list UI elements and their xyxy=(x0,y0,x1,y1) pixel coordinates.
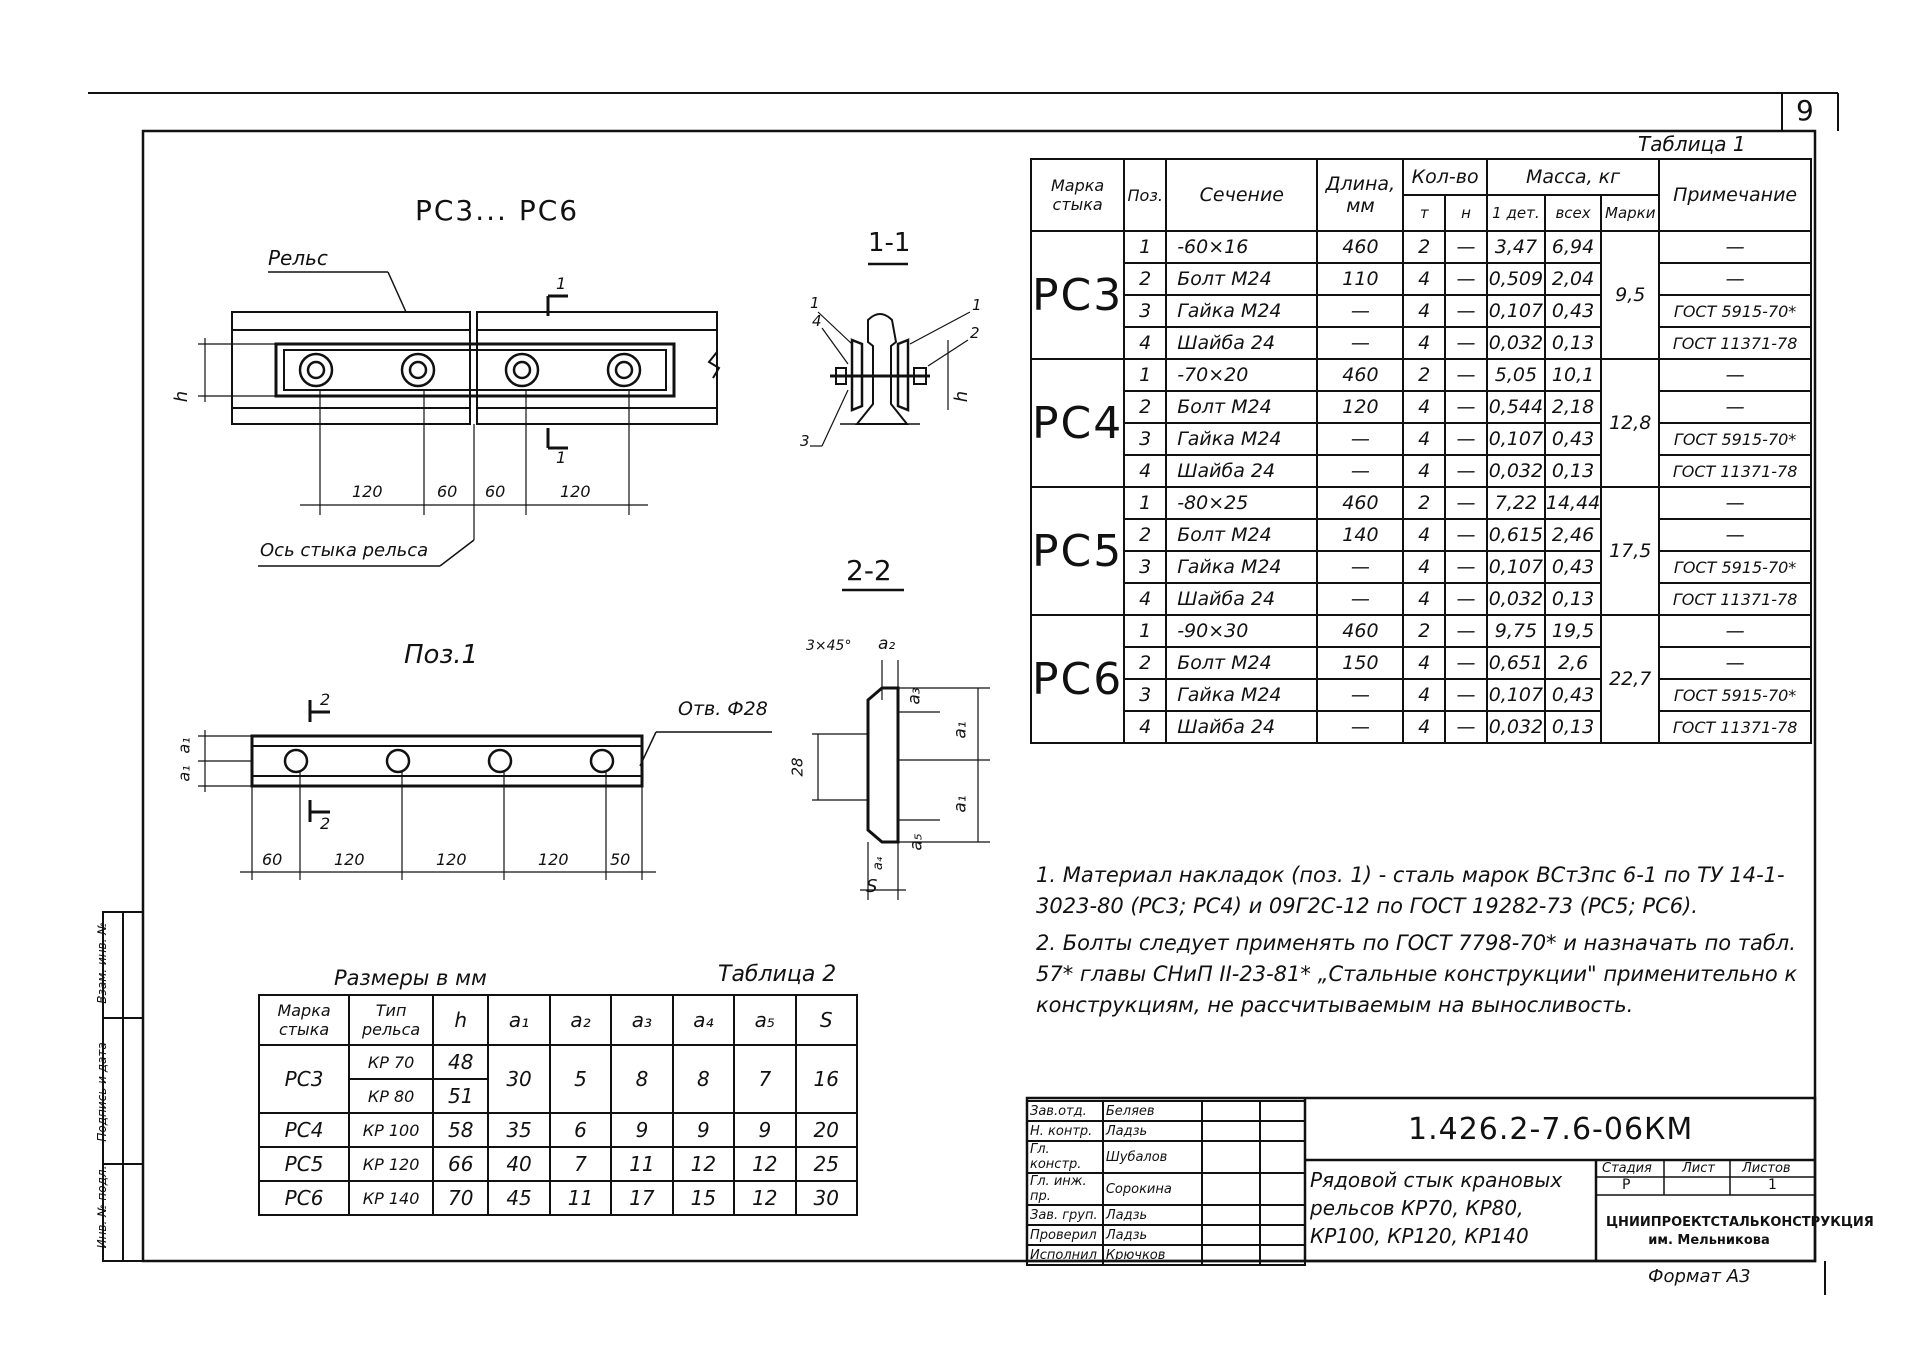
signer-role: Зав.отд. xyxy=(1027,1101,1103,1121)
cell: -70×20 xyxy=(1166,359,1317,391)
cell: 12 xyxy=(734,1181,795,1215)
s-dim-label: S xyxy=(866,876,878,897)
cell: 0,032 xyxy=(1487,711,1545,743)
cell: Болт М24 xyxy=(1166,391,1317,423)
strip-podpis: Подпись и дата xyxy=(95,1042,109,1142)
cell: ГОСТ 5915-70* xyxy=(1659,551,1811,583)
note-1: 1. Материал накладок (поз. 1) - сталь марок ВСт3пс 6-1 по ТУ 14-1-3023-80 (РС3; РС4) и 09Г2С-12 по ГОСТ 19282-73 (РС5; РС6). xyxy=(1036,863,1785,918)
cell: 0,032 xyxy=(1487,455,1545,487)
date xyxy=(1260,1205,1305,1225)
sheet-label: Лист xyxy=(1682,1161,1715,1176)
cell: Гайка М24 xyxy=(1166,551,1317,583)
cell: 0,107 xyxy=(1487,423,1545,455)
cell: КР 140 xyxy=(349,1181,433,1215)
stage-value: Р xyxy=(1622,1177,1631,1193)
cell: 3 xyxy=(1124,679,1166,711)
cell: Шайба 24 xyxy=(1166,583,1317,615)
cell: Шайба 24 xyxy=(1166,327,1317,359)
cell: 2 xyxy=(1124,263,1166,295)
section-1-1-drawing xyxy=(810,264,973,446)
format-label: Формат А3 xyxy=(1648,1266,1751,1287)
cell: 4 xyxy=(1403,455,1445,487)
cell: — xyxy=(1659,263,1811,295)
cell: 0,107 xyxy=(1487,295,1545,327)
a-label: a₁ xyxy=(950,721,971,739)
cell: -60×16 xyxy=(1166,231,1317,263)
cell: — xyxy=(1659,359,1811,391)
cell: 0,43 xyxy=(1545,551,1601,583)
cell: КР 120 xyxy=(349,1147,433,1181)
th-mass: Масса, кг xyxy=(1487,159,1659,195)
signer-name: Ладзь xyxy=(1103,1121,1202,1141)
cell: 5,05 xyxy=(1487,359,1545,391)
th: Тип рельса xyxy=(349,995,433,1045)
cell: — xyxy=(1445,679,1487,711)
cell: 4 xyxy=(1403,263,1445,295)
cell: 460 xyxy=(1317,231,1403,263)
note-2: 2. Болты следует применять по ГОСТ 7798-70* и назначать по табл. 57* главы СНиП II-23-81* „Стальные конструкции" применительно к конструкциям, не рассчитываемым на выносливость. xyxy=(1036,931,1798,1017)
a-label: a₂ xyxy=(878,634,896,654)
signer-role: Проверил xyxy=(1027,1225,1103,1245)
date xyxy=(1260,1173,1305,1205)
pos1-plate-drawing xyxy=(198,700,772,880)
cell: — xyxy=(1317,423,1403,455)
cell: 0,544 xyxy=(1487,391,1545,423)
cell: 4 xyxy=(1403,583,1445,615)
strip-vzam: Взам. инв. № xyxy=(95,922,109,1004)
dim-28: 28 xyxy=(788,757,807,777)
cell: 4 xyxy=(1403,391,1445,423)
cut-mark-2-top: 2 xyxy=(320,690,331,709)
cell: 2 xyxy=(1403,231,1445,263)
cell: 4 xyxy=(1403,679,1445,711)
cell: 1 xyxy=(1124,231,1166,263)
th: a₄ xyxy=(673,995,734,1045)
cell: 20 xyxy=(796,1113,857,1147)
mark-cell: РС3 xyxy=(1031,231,1124,359)
pos1-title: Поз.1 xyxy=(404,640,479,670)
cell: 0,43 xyxy=(1545,679,1601,711)
cell: Гайка М24 xyxy=(1166,679,1317,711)
cell: ГОСТ 5915-70* xyxy=(1659,423,1811,455)
cell: 0,43 xyxy=(1545,423,1601,455)
cell: -80×25 xyxy=(1166,487,1317,519)
cell: 0,509 xyxy=(1487,263,1545,295)
cell: 14,44 xyxy=(1545,487,1601,519)
cell: РС4 xyxy=(259,1113,349,1147)
cell: Болт М24 xyxy=(1166,519,1317,551)
cell: 140 xyxy=(1317,519,1403,551)
cell: 460 xyxy=(1317,615,1403,647)
signature xyxy=(1202,1205,1260,1225)
cell: 0,107 xyxy=(1487,551,1545,583)
a-label: a₁ xyxy=(950,795,971,813)
cell: 0,651 xyxy=(1487,647,1545,679)
cell: — xyxy=(1317,679,1403,711)
th-mass-all: всех xyxy=(1545,195,1601,231)
cell: 7,22 xyxy=(1487,487,1545,519)
dim-value: 60 xyxy=(485,482,506,501)
signer-name: Ладзь xyxy=(1103,1205,1202,1225)
table1-caption: Таблица 1 xyxy=(1638,132,1746,156)
cell: — xyxy=(1317,583,1403,615)
hole-label: Отв. Ф28 xyxy=(678,698,768,720)
dim-value: 120 xyxy=(334,850,365,869)
mass-mark-cell: 22,7 xyxy=(1601,615,1659,743)
cell: 1 xyxy=(1124,359,1166,391)
cell: — xyxy=(1445,359,1487,391)
cell: РС6 xyxy=(259,1181,349,1215)
section-2-2-drawing xyxy=(812,590,990,900)
cell: 0,13 xyxy=(1545,711,1601,743)
a-label: a₁ xyxy=(174,765,194,782)
cell: — xyxy=(1317,295,1403,327)
cell: — xyxy=(1445,263,1487,295)
cell: 0,43 xyxy=(1545,295,1601,327)
chamfer-label: 3×45° xyxy=(806,638,852,654)
th-section: Сечение xyxy=(1166,159,1317,231)
cell: 4 xyxy=(1403,551,1445,583)
cell: 0,13 xyxy=(1545,327,1601,359)
cell: 2 xyxy=(1403,487,1445,519)
mark-cell: РС6 xyxy=(1031,615,1124,743)
signature xyxy=(1202,1245,1260,1265)
signature-table xyxy=(1026,1100,1306,1266)
dim-value: 60 xyxy=(437,482,458,501)
cell: 4 xyxy=(1124,583,1166,615)
cell: — xyxy=(1445,391,1487,423)
cell: ГОСТ 11371-78 xyxy=(1659,327,1811,359)
drawing-code: 1.426.2-7.6-06КМ xyxy=(1408,1112,1694,1147)
a-label: a₃ xyxy=(904,687,925,705)
dim-value: 120 xyxy=(436,850,467,869)
cell: — xyxy=(1445,551,1487,583)
cell: 4 xyxy=(1403,711,1445,743)
h-dim-label-1-1: h xyxy=(951,390,973,403)
cell: 5 xyxy=(550,1045,611,1113)
dim-value: 120 xyxy=(538,850,569,869)
cell: 3 xyxy=(1124,295,1166,327)
drawing-title: РС3... РС6 xyxy=(415,194,580,227)
cell: Болт М24 xyxy=(1166,647,1317,679)
signer-name: Беляев xyxy=(1103,1101,1202,1121)
cell: — xyxy=(1317,455,1403,487)
cell: 9 xyxy=(734,1113,795,1147)
cell: 0,032 xyxy=(1487,583,1545,615)
signer-role: Гл. инж. пр. xyxy=(1027,1173,1103,1205)
cell: 0,615 xyxy=(1487,519,1545,551)
cell: 16 xyxy=(796,1045,857,1113)
cell: 11 xyxy=(550,1181,611,1215)
cell: 4 xyxy=(1403,423,1445,455)
cell: 4 xyxy=(1403,295,1445,327)
cell: — xyxy=(1659,391,1811,423)
th: h xyxy=(433,995,488,1045)
cell: 9,75 xyxy=(1487,615,1545,647)
organization: ЦНИИПРОЕКТСТАЛЬКОНСТРУКЦИЯ им. Мельникова xyxy=(1606,1215,1874,1248)
cell: 120 xyxy=(1317,391,1403,423)
signer-name: Сорокина xyxy=(1103,1173,1202,1205)
cell: 40 xyxy=(488,1147,549,1181)
cell: 12 xyxy=(734,1147,795,1181)
cell: 19,5 xyxy=(1545,615,1601,647)
cell: 8 xyxy=(611,1045,672,1113)
cell: — xyxy=(1659,487,1811,519)
cell: — xyxy=(1317,327,1403,359)
cell: 58 xyxy=(433,1113,488,1147)
page-number: 9 xyxy=(1796,94,1814,127)
cell: — xyxy=(1445,295,1487,327)
dim-value: 120 xyxy=(560,482,591,501)
cell: 3 xyxy=(1124,551,1166,583)
cell: — xyxy=(1445,327,1487,359)
stage-label: Стадия xyxy=(1602,1161,1652,1176)
rail-joint-plan xyxy=(198,272,719,566)
cell: 51 xyxy=(433,1079,488,1113)
cell: Болт М24 xyxy=(1166,263,1317,295)
th: a₃ xyxy=(611,995,672,1045)
cell: 25 xyxy=(796,1147,857,1181)
cell: 4 xyxy=(1403,327,1445,359)
cell: -90×30 xyxy=(1166,615,1317,647)
signer-role: Зав. груп. xyxy=(1027,1205,1103,1225)
cell: 45 xyxy=(488,1181,549,1215)
table2 xyxy=(258,994,858,1216)
th-mass-det: 1 дет. xyxy=(1487,195,1545,231)
th: a₁ xyxy=(488,995,549,1045)
sheets-label: Листов xyxy=(1742,1161,1791,1176)
signer-role: Гл. констр. xyxy=(1027,1141,1103,1173)
date xyxy=(1260,1225,1305,1245)
cell: — xyxy=(1445,647,1487,679)
cell: 7 xyxy=(734,1045,795,1113)
cell: Гайка М24 xyxy=(1166,295,1317,327)
th-length: Длина, мм xyxy=(1317,159,1403,231)
cell: Гайка М24 xyxy=(1166,423,1317,455)
cell: 4 xyxy=(1124,327,1166,359)
mass-mark-cell: 9,5 xyxy=(1601,231,1659,359)
cell: 4 xyxy=(1124,455,1166,487)
mass-mark-cell: 17,5 xyxy=(1601,487,1659,615)
cell: 1 xyxy=(1124,615,1166,647)
cell: 10,1 xyxy=(1545,359,1601,391)
cell: 4 xyxy=(1124,711,1166,743)
signature xyxy=(1202,1141,1260,1173)
cell: 0,107 xyxy=(1487,679,1545,711)
table1 xyxy=(1030,158,1812,744)
cell: — xyxy=(1445,455,1487,487)
cell: ГОСТ 11371-78 xyxy=(1659,711,1811,743)
th-pos: Поз. xyxy=(1124,159,1166,231)
cell: 0,13 xyxy=(1545,583,1601,615)
cell: РС5 xyxy=(259,1147,349,1181)
cell: 0,13 xyxy=(1545,455,1601,487)
cut-mark-2-bottom: 2 xyxy=(320,814,331,833)
cut-mark-1-top: 1 xyxy=(556,274,567,293)
signature xyxy=(1202,1121,1260,1141)
cell: — xyxy=(1445,711,1487,743)
cut-mark-1-bottom: 1 xyxy=(556,448,567,467)
cell: КР 100 xyxy=(349,1113,433,1147)
signer-name: Крючков xyxy=(1103,1245,1202,1265)
dim-value: 120 xyxy=(352,482,383,501)
cell: 2,18 xyxy=(1545,391,1601,423)
cell: — xyxy=(1445,583,1487,615)
cell: 35 xyxy=(488,1113,549,1147)
cell: 460 xyxy=(1317,487,1403,519)
cell: 6,94 xyxy=(1545,231,1601,263)
date xyxy=(1260,1245,1305,1265)
th: a₂ xyxy=(550,995,611,1045)
date xyxy=(1260,1121,1305,1141)
th-qty-n: н xyxy=(1445,195,1487,231)
cell: — xyxy=(1445,519,1487,551)
cell: 2,04 xyxy=(1545,263,1601,295)
a-label: a₁ xyxy=(174,737,194,754)
cell: 460 xyxy=(1317,359,1403,391)
cell: 2 xyxy=(1403,359,1445,391)
th: S xyxy=(796,995,857,1045)
cell: 11 xyxy=(611,1147,672,1181)
th-note: Примечание xyxy=(1659,159,1811,231)
cell: 30 xyxy=(796,1181,857,1215)
cell: — xyxy=(1317,711,1403,743)
callout: 1 xyxy=(810,294,820,312)
drawing-description: Рядовой стык крановых рельсов КР70, КР80, КР100, КР120, КР140 xyxy=(1310,1168,1563,1248)
cell: — xyxy=(1659,231,1811,263)
cell: — xyxy=(1445,487,1487,519)
section-2-2-label: 2-2 xyxy=(846,554,892,587)
cell: 17 xyxy=(611,1181,672,1215)
cell: ГОСТ 11371-78 xyxy=(1659,583,1811,615)
signer-role: Исполнил xyxy=(1027,1245,1103,1265)
cell: Шайба 24 xyxy=(1166,711,1317,743)
cell: 66 xyxy=(433,1147,488,1181)
signature xyxy=(1202,1101,1260,1121)
cell: — xyxy=(1445,615,1487,647)
cell: ГОСТ 5915-70* xyxy=(1659,295,1811,327)
mark-cell: РС5 xyxy=(1031,487,1124,615)
signature xyxy=(1202,1225,1260,1245)
cell: — xyxy=(1317,551,1403,583)
cell: — xyxy=(1445,231,1487,263)
cell: — xyxy=(1445,423,1487,455)
cell: КР 80 xyxy=(349,1079,433,1113)
th-qty-t: т xyxy=(1403,195,1445,231)
cell: 0,032 xyxy=(1487,327,1545,359)
cell: 3 xyxy=(1124,423,1166,455)
cell: 6 xyxy=(550,1113,611,1147)
a-label: a₄ xyxy=(871,856,887,871)
mark-cell: РС4 xyxy=(1031,359,1124,487)
cell: 4 xyxy=(1403,647,1445,679)
cell: ГОСТ 11371-78 xyxy=(1659,455,1811,487)
th-qty: Кол-во xyxy=(1403,159,1487,195)
mass-mark-cell: 12,8 xyxy=(1601,359,1659,487)
callout: 1 xyxy=(972,296,982,314)
cell: РС3 xyxy=(259,1045,349,1113)
cell: 70 xyxy=(433,1181,488,1215)
table2-caption-left: Размеры в мм xyxy=(334,966,487,990)
cell: 2 xyxy=(1124,519,1166,551)
sheets-value: 1 xyxy=(1768,1177,1777,1193)
strip-inv-podl: Инв. № подл. xyxy=(95,1165,109,1249)
signer-role: Н. контр. xyxy=(1027,1121,1103,1141)
cell: 12 xyxy=(673,1147,734,1181)
signer-name: Ладзь xyxy=(1103,1225,1202,1245)
cell: 2 xyxy=(1124,391,1166,423)
cell: 4 xyxy=(1403,519,1445,551)
callout: 4 xyxy=(812,312,822,330)
cell: 2 xyxy=(1403,615,1445,647)
cell: Шайба 24 xyxy=(1166,455,1317,487)
cell: КР 70 xyxy=(349,1045,433,1079)
cell: 9 xyxy=(673,1113,734,1147)
cell: 2,6 xyxy=(1545,647,1601,679)
dim-value: 50 xyxy=(610,850,631,869)
cell: 48 xyxy=(433,1045,488,1079)
date xyxy=(1260,1141,1305,1173)
cell: 2,46 xyxy=(1545,519,1601,551)
cell: 7 xyxy=(550,1147,611,1181)
table2-caption-right: Таблица 2 xyxy=(718,962,837,987)
h-dim-label: h xyxy=(171,390,193,403)
notes xyxy=(1036,860,1816,1027)
cell: 150 xyxy=(1317,647,1403,679)
callout: 3 xyxy=(800,432,810,450)
cell: 110 xyxy=(1317,263,1403,295)
a-label: a₅ xyxy=(906,833,927,851)
date xyxy=(1260,1101,1305,1121)
th-mark: Марка стыка xyxy=(1031,159,1124,231)
cell: — xyxy=(1659,519,1811,551)
callout: 2 xyxy=(970,324,980,342)
cell: — xyxy=(1659,647,1811,679)
cell: 9 xyxy=(611,1113,672,1147)
axis-label: Ось стыка рельса xyxy=(260,540,429,561)
cell: 8 xyxy=(673,1045,734,1113)
cell: 15 xyxy=(673,1181,734,1215)
dim-value: 60 xyxy=(262,850,283,869)
cell: 30 xyxy=(488,1045,549,1113)
signature xyxy=(1202,1173,1260,1205)
th: a₅ xyxy=(734,995,795,1045)
cell: 2 xyxy=(1124,647,1166,679)
section-1-1-label: 1-1 xyxy=(868,228,911,258)
cell: 1 xyxy=(1124,487,1166,519)
cell: — xyxy=(1659,615,1811,647)
cell: 3,47 xyxy=(1487,231,1545,263)
signer-name: Шубалов xyxy=(1103,1141,1202,1173)
cell: ГОСТ 5915-70* xyxy=(1659,679,1811,711)
rail-label: Рельс xyxy=(268,246,328,270)
th: Марка стыка xyxy=(259,995,349,1045)
th-mass-mark: Марки xyxy=(1601,195,1659,231)
